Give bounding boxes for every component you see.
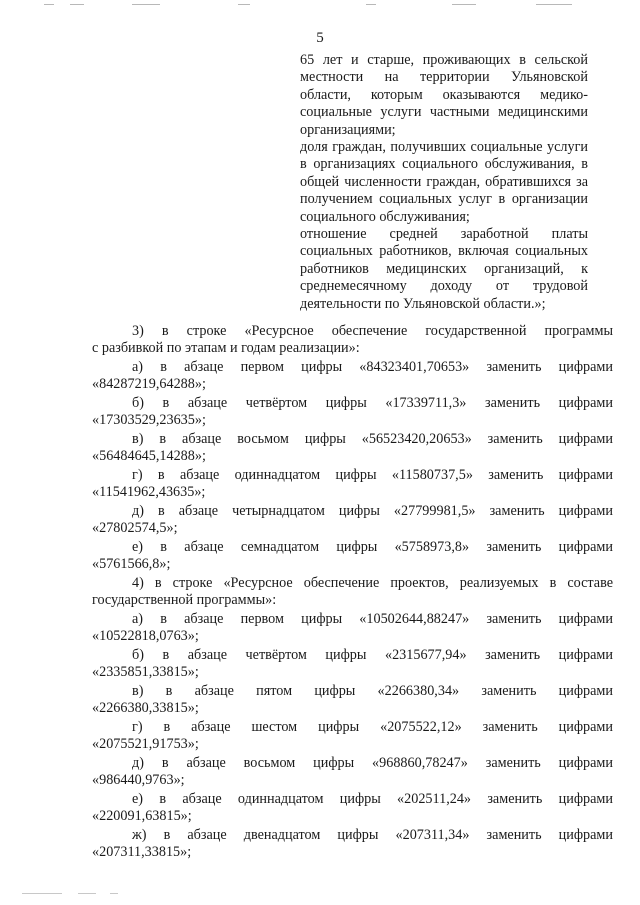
item-3b: б) в абзаце четвёртом цифры «17339711,3» заменить цифрами: [132, 395, 613, 411]
page-number: 5: [316, 30, 324, 46]
item-3e: е) в абзаце семнадцатом цифры «5758973,8» заменить цифрами: [132, 539, 613, 555]
item-3b-value: «17303529,23635»;: [92, 412, 206, 428]
item-4-heading-cont: государственной программы»:: [92, 592, 277, 608]
item-3-heading: 3) в строке «Ресурсное обеспечение государственной программы: [132, 323, 613, 339]
item-3-heading-cont: с разбивкой по этапам и годам реализации»:: [92, 340, 360, 356]
item-4b-value: «2335851,33815»;: [92, 664, 199, 680]
item-4e-value: «220091,63815»;: [92, 808, 192, 824]
item-3d-value: «27802574,5»;: [92, 520, 178, 536]
column-paragraph-1: 65 лет и старше, проживающих в сельской местности на территории Ульяновской области, которым оказываются медико-социальные услуги частными медицинскими организациями;: [300, 52, 588, 138]
item-4a-value: «10522818,0763»;: [92, 628, 199, 644]
item-3v: в) в абзаце восьмом цифры «56523420,20653» заменить цифрами: [132, 431, 613, 447]
item-3e-value: «5761566,8»;: [92, 556, 171, 572]
item-3g-value: «11541962,43635»;: [92, 484, 206, 500]
item-4g-value: «2075521,91753»;: [92, 736, 199, 752]
item-4zh-value: «207311,33815»;: [92, 844, 192, 860]
item-4g: г) в абзаце шестом цифры «2075522,12» заменить цифрами: [132, 719, 613, 735]
item-4d: д) в абзаце восьмом цифры «968860,78247» заменить цифрами: [132, 755, 613, 771]
item-4v-value: «2266380,33815»;: [92, 700, 199, 716]
item-3v-value: «56484645,14288»;: [92, 448, 206, 464]
item-3a-value: «84287219,64288»;: [92, 376, 206, 392]
item-4a: а) в абзаце первом цифры «10502644,88247» заменить цифрами: [132, 611, 613, 627]
scan-edge-marks-bottom: [0, 893, 640, 897]
item-4-heading: 4) в строке «Ресурсное обеспечение проектов, реализуемых в составе: [132, 575, 613, 591]
item-3g: г) в абзаце одиннадцатом цифры «11580737,5» заменить цифрами: [132, 467, 613, 483]
column-paragraph-2: доля граждан, получивших социальные услуги в организациях социального обслуживания, в общей численности граждан, обратившихся за получением социальных услуг в организации социального обслуживания;: [300, 139, 588, 225]
scan-edge-marks-top: [0, 4, 640, 10]
item-4zh: ж) в абзаце двенадцатом цифры «207311,34» заменить цифрами: [132, 827, 613, 843]
document-body: [92, 323, 613, 861]
item-3a: а) в абзаце первом цифры «84323401,70653» заменить цифрами: [132, 359, 613, 375]
item-4v: в) в абзаце пятом цифры «2266380,34» заменить цифрами: [132, 683, 613, 699]
right-column-text: [300, 52, 588, 313]
item-4d-value: «986440,9763»;: [92, 772, 185, 788]
item-4e: е) в абзаце одиннадцатом цифры «202511,24» заменить цифрами: [132, 791, 613, 807]
item-4b: б) в абзаце четвёртом цифры «2315677,94» заменить цифрами: [132, 647, 613, 663]
item-3d: д) в абзаце четырнадцатом цифры «27799981,5» заменить цифрами: [132, 503, 613, 519]
column-paragraph-3: отношение средней заработной платы социальных работников, включая социальных работников медицинских организаций, к среднемесячному доходу от трудовой деятельности по Ульяновской области.»;: [300, 226, 588, 312]
